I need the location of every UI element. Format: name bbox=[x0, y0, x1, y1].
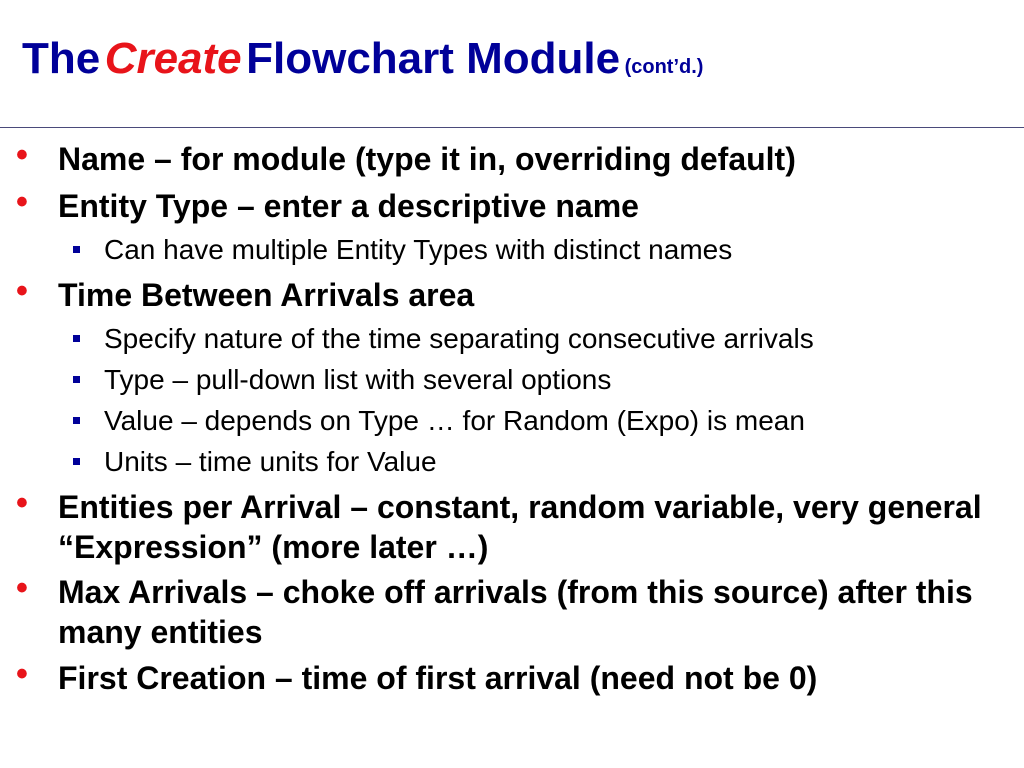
bullet-item-max-arrivals bbox=[16, 569, 1008, 652]
sub-bullet-item bbox=[104, 233, 1004, 267]
bullet-item-entity-type bbox=[16, 183, 1008, 226]
sub-bullet-item bbox=[104, 445, 1004, 479]
square-bullet-icon bbox=[73, 417, 80, 424]
bullet-text: First Creation – time of first arrival (need not be 0) bbox=[58, 660, 818, 696]
bullet-text: Name – for module (type it in, overriding default) bbox=[58, 141, 796, 177]
bullet-text: Time Between Arrivals area bbox=[58, 277, 475, 313]
bullet-item-time-between-arrivals bbox=[16, 272, 1008, 315]
sub-bullet-text: Units – time units for Value bbox=[104, 446, 437, 477]
sub-bullet-item bbox=[104, 404, 1004, 438]
title-prefix: The bbox=[22, 34, 101, 83]
bullet-dot-icon: • bbox=[16, 569, 28, 607]
square-bullet-icon bbox=[73, 376, 80, 383]
bullet-item-entities-per-arrival bbox=[16, 484, 1008, 567]
bullet-dot-icon: • bbox=[16, 183, 28, 221]
bullet-text: Entity Type – enter a descriptive name bbox=[58, 188, 639, 224]
bullet-dot-icon: • bbox=[16, 655, 28, 693]
sub-bullet-item bbox=[104, 322, 1004, 356]
bullet-dot-icon: • bbox=[16, 272, 28, 310]
sub-bullet-text: Specify nature of the time separating consecutive arrivals bbox=[104, 323, 814, 354]
title-emphasis: Create bbox=[104, 34, 242, 83]
bullet-item-first-creation bbox=[16, 655, 1008, 698]
square-bullet-icon bbox=[73, 335, 80, 342]
bullet-text: Entities per Arrival – constant, random variable, very general “Expression” (more later …) bbox=[58, 489, 982, 565]
bullet-item-name bbox=[16, 136, 1008, 179]
sub-bullet-text: Type – pull-down list with several options bbox=[104, 364, 612, 395]
title-main: Flowchart Module bbox=[246, 34, 621, 83]
sub-bullet-item bbox=[104, 363, 1004, 397]
sub-bullet-text: Can have multiple Entity Types with distinct names bbox=[104, 234, 733, 265]
bullet-dot-icon: • bbox=[16, 484, 28, 522]
bullet-text: Max Arrivals – choke off arrivals (from this source) after this many entities bbox=[58, 574, 973, 650]
square-bullet-icon bbox=[73, 458, 80, 465]
title-suffix: (cont’d.) bbox=[624, 56, 704, 78]
bullet-dot-icon: • bbox=[16, 136, 28, 174]
square-bullet-icon bbox=[73, 246, 80, 253]
sub-bullet-text: Value – depends on Type … for Random (Expo) is mean bbox=[104, 405, 805, 436]
